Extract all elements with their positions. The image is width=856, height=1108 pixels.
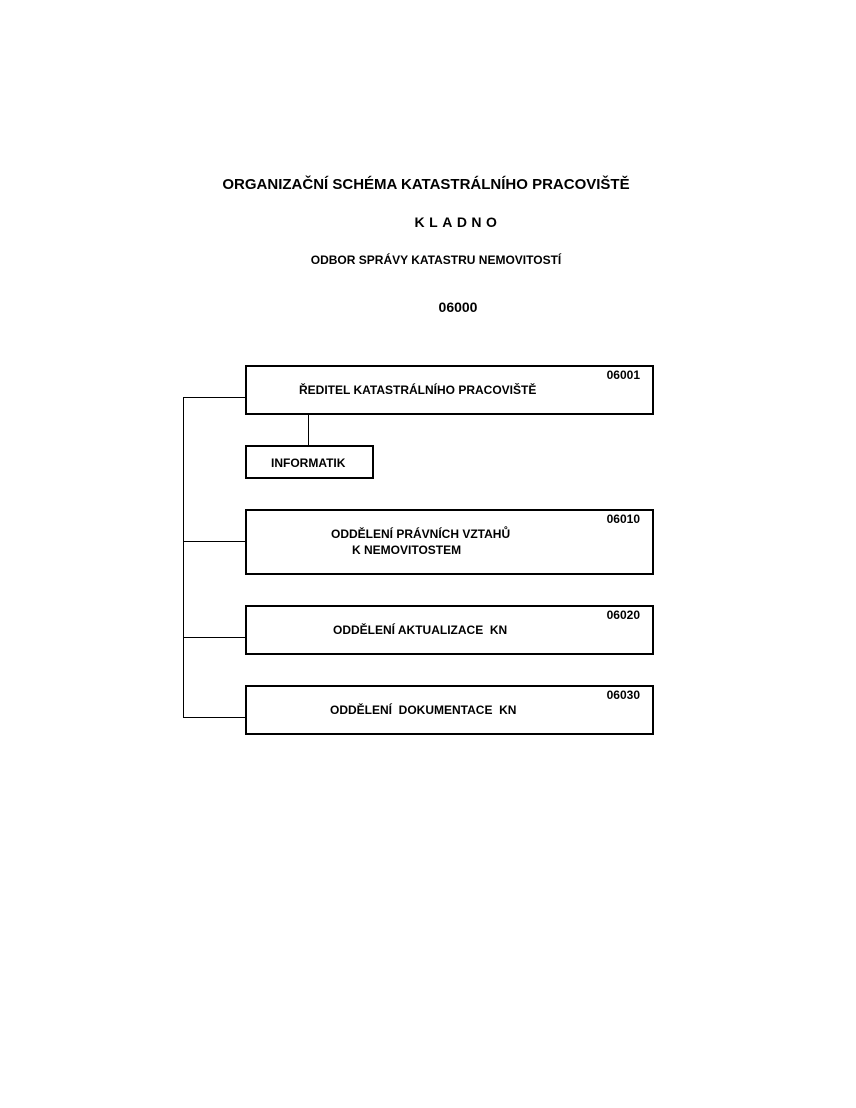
department-name: ODBOR SPRÁVY KATASTRU NEMOVITOSTÍ: [310, 253, 562, 267]
director-label: ŘEDITEL KATASTRÁLNÍHO PRACOVIŠTĚ: [299, 383, 537, 397]
it-box: [245, 445, 374, 479]
connector-director: [183, 397, 246, 398]
connector-update: [183, 637, 246, 638]
city-name: KLADNO: [414, 214, 502, 230]
connector-docs: [183, 717, 246, 718]
docs-box: [245, 685, 654, 735]
legal-code: 06010: [606, 512, 640, 526]
docs-code: 06030: [606, 688, 640, 702]
legal-box: [245, 509, 654, 575]
legal-label-line1: ODDĚLENÍ PRÁVNÍCH VZTAHŮ: [331, 527, 511, 541]
update-box: [245, 605, 654, 655]
legal-label-line2: K NEMOVITOSTEM: [352, 543, 462, 557]
connector-it: [308, 413, 309, 446]
trunk-line: [183, 397, 184, 718]
chart-title: ORGANIZAČNÍ SCHÉMA KATASTRÁLNÍHO PRACOVIŠTĚ: [222, 176, 630, 193]
connector-legal: [183, 541, 246, 542]
department-code: 06000: [438, 299, 478, 315]
update-code: 06020: [606, 608, 640, 622]
docs-label: ODDĚLENÍ DOKUMENTACE KN: [330, 703, 517, 717]
director-code: 06001: [606, 368, 640, 382]
update-label: ODDĚLENÍ AKTUALIZACE KN: [333, 623, 508, 637]
director-box: [245, 365, 654, 415]
it-label: INFORMATIK: [271, 456, 346, 470]
